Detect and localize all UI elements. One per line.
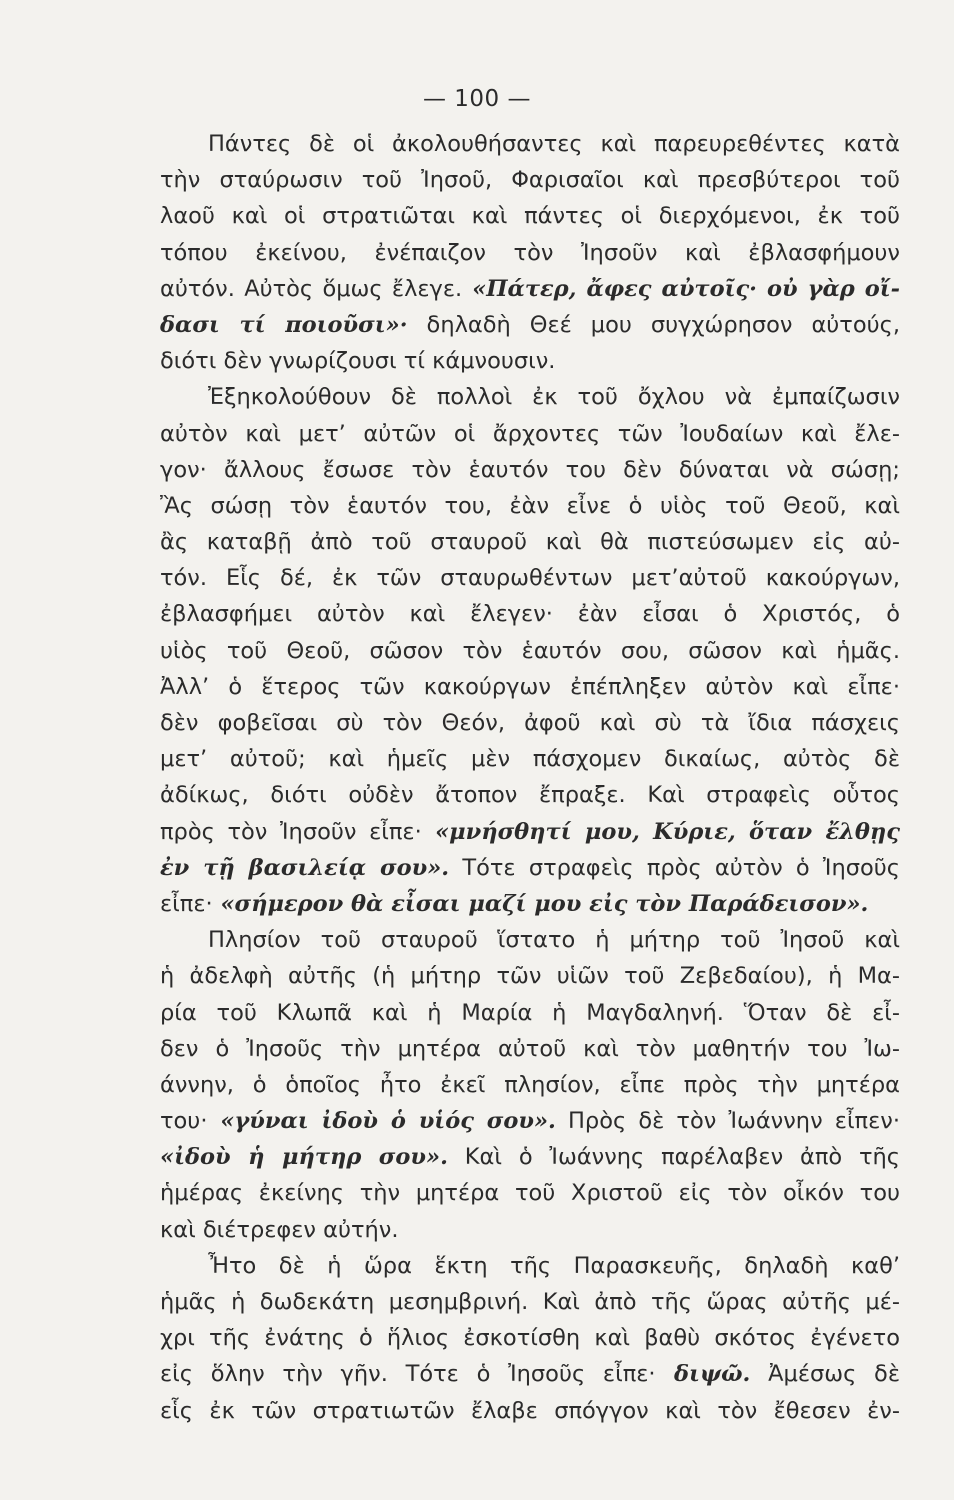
text-line [160, 379, 900, 415]
text-segment: Ἂς σώσῃ τὸν ἑαυτόν του, ἐὰν εἶνε ὁ υἱὸς τοῦ Θεοῦ, καὶ [160, 492, 900, 519]
text-segment: Ἀμέσως δὲ [750, 1361, 900, 1388]
text-line [160, 1067, 900, 1103]
text-line [160, 126, 900, 162]
text-segment: γον· ἄλλους ἔσωσε τὸν ἑαυτόν του δὲν δύναται νὰ σώσῃ; [160, 456, 900, 483]
text-segment: ἀδίκως, διότι οὐδὲν ἄτοπον ἔπραξε. Καὶ στραφεὶς οὗτος [160, 782, 900, 809]
text-line [160, 198, 900, 234]
text-segment: τόπου ἐκείνου, ἐνέπαιζον τὸν Ἰησοῦν καὶ ἐβλασφήμουν [160, 239, 900, 266]
text-line [160, 1031, 900, 1067]
emphasized-quote: «Πάτερ, ἄφες αὐτοῖς· οὐ γὰρ οἴ- [462, 275, 900, 302]
emphasized-quote: δασι τί ποιοῦσι»· [160, 311, 408, 338]
text-line [160, 669, 900, 705]
text-segment: υἱὸς τοῦ Θεοῦ, σῶσον τὸν ἑαυτόν σου, σῶσον καὶ ἡμᾶς. [160, 637, 900, 664]
text-segment: τόν. Εἷς δέ, ἐκ τῶν σταυρωθέντων μετ’αὐτοῦ κακούργων, [160, 565, 900, 592]
text-segment: τὴν σταύρωσιν τοῦ Ἰησοῦ, Φαρισαῖοι καὶ πρεσβύτεροι τοῦ [160, 167, 900, 194]
emphasized-quote: «γύναι ἰδοὺ ὁ υἱός σου». [207, 1108, 556, 1135]
text-line [160, 1284, 900, 1320]
text-segment: καὶ διέτρεφεν αὐτήν. [160, 1216, 399, 1243]
text-segment: ἡ ἀδελφὴ αὐτῆς (ἡ μήτηρ τῶν υἱῶν τοῦ Ζεβεδαίου), ἡ Μα- [160, 963, 900, 990]
text-segment: εἷς ἐκ τῶν στρατιωτῶν ἔλαβε σπόγγον καὶ τὸν ἔθεσεν ἐν- [160, 1397, 900, 1424]
text-line [160, 1212, 900, 1248]
text-line [160, 488, 900, 524]
text-line [160, 560, 900, 596]
text-segment: πρὸς τὸν Ἰησοῦν εἶπε· [160, 818, 422, 845]
page-number: — 100 — [422, 86, 532, 112]
text-segment: Καὶ ὁ Ἰωάννης παρέλαβεν ἀπὸ τῆς [447, 1144, 900, 1171]
text-segment: δὲν φοβεῖσαι σὺ τὸν Θεόν, ἀφοῦ καὶ σὺ τὰ ἴδια πάσχεις [160, 710, 900, 736]
emphasized-quote: «ἰδοὺ ἡ μήτηρ σου». [160, 1144, 448, 1171]
emphasized-quote: διψῶ. [655, 1361, 751, 1388]
text-line [160, 995, 900, 1031]
text-segment: Πρὸς δὲ τὸν Ἰωάννην εἶπεν· [555, 1108, 900, 1135]
text-segment: Ἦτο δὲ ἡ ὥρα ἕκτη τῆς Παρασκευῆς, δηλαδὴ καθ’ [208, 1252, 900, 1279]
text-segment: αὐτὸν καὶ μετ’ αὐτῶν οἱ ἄρχοντες τῶν Ἰουδαίων καὶ ἔλε- [160, 420, 900, 447]
text-segment: του· [160, 1108, 208, 1135]
text-segment: ἂς καταβῇ ἀπὸ τοῦ σταυροῦ καὶ θὰ πιστεύσωμεν εἰς αὐ- [160, 529, 900, 556]
text-line [160, 235, 900, 271]
text-line [160, 1393, 900, 1429]
text-line [160, 958, 900, 994]
emphasized-quote: ἐν τῇ βασιλείᾳ σου». [160, 854, 450, 881]
text-segment: ἐβλασφήμει αὐτὸν καὶ ἔλεγεν· ἐὰν εἶσαι ὁ Χριστός, ὁ [160, 601, 900, 628]
text-line [160, 1103, 900, 1139]
emphasized-quote: «μνήσθητί μου, Κύριε, ὅταν ἔλθῃς [421, 818, 900, 845]
body-text [160, 126, 900, 1429]
text-segment: άννην, ὁ ὁποῖος ἦτο ἐκεῖ πλησίον, εἶπε πρὸς τὴν μητέρα [160, 1071, 900, 1098]
text-line [160, 633, 900, 669]
emphasized-quote: «σήμερον θὰ εἶσαι μαζί μου εἰς τὸν Παράδεισον». [212, 890, 869, 917]
text-line [160, 814, 900, 850]
text-line [160, 307, 900, 343]
text-segment: Πάντες δὲ οἱ ἀκολουθήσαντες καὶ παρευρεθέντες κατὰ [208, 131, 900, 157]
text-line [160, 1320, 900, 1356]
text-line [160, 1248, 900, 1284]
text-segment: αὐτόν. Αὐτὸς ὅμως ἔλεγε. [160, 275, 463, 302]
text-line [160, 1139, 900, 1175]
text-line [160, 777, 900, 813]
text-line [160, 922, 900, 958]
text-line [160, 271, 900, 307]
text-line [160, 596, 900, 632]
text-line [160, 705, 900, 741]
text-line [160, 343, 900, 379]
text-segment: Ἐξηκολούθουν δὲ πολλοὶ ἐκ τοῦ ὄχλου νὰ ἐμπαίζωσιν [208, 384, 900, 411]
text-line [160, 416, 900, 452]
text-segment: ἡμᾶς ἡ δωδεκάτη μεσημβρινή. Καὶ ἀπὸ τῆς ὥρας αὐτῆς μέ- [160, 1289, 900, 1315]
text-line [160, 741, 900, 777]
text-segment: δεν ὁ Ἰησοῦς τὴν μητέρα αὐτοῦ καὶ τὸν μαθητήν του Ἰω- [160, 1035, 900, 1062]
text-segment: Πλησίον τοῦ σταυροῦ ἵστατο ἡ μήτηρ τοῦ Ἰησοῦ καὶ [208, 927, 900, 954]
text-line [160, 162, 900, 198]
text-segment: ρία τοῦ Κλωπᾶ καὶ ἡ Μαρία ἡ Μαγδαληνή. Ὅταν δὲ εἶ- [160, 999, 900, 1026]
text-segment: εἶπε· [160, 890, 213, 917]
text-segment: εἰς ὅλην τὴν γῆν. Τότε ὁ Ἰησοῦς εἶπε· [160, 1361, 656, 1388]
text-segment: Ἀλλ’ ὁ ἕτερος τῶν κακούργων ἐπέπληξεν αὐτὸν καὶ εἶπε· [160, 673, 900, 700]
text-line [160, 524, 900, 560]
text-line [160, 850, 900, 886]
text-segment: διότι δὲν γνωρίζουσι τί κάμνουσιν. [160, 348, 556, 375]
text-line [160, 452, 900, 488]
text-line [160, 1175, 900, 1211]
text-segment: Τότε στραφεὶς πρὸς αὐτὸν ὁ Ἰησοῦς [449, 854, 900, 881]
text-segment: μετ’ αὐτοῦ; καὶ ἡμεῖς μὲν πάσχομεν δικαίως, αὐτὸς δὲ [160, 746, 900, 773]
text-segment: χρι τῆς ἐνάτης ὁ ἥλιος ἐσκοτίσθη καὶ βαθὺ σκότος ἐγένετο [160, 1325, 900, 1352]
text-segment: δηλαδὴ Θεέ μου συγχώρησον αὐτούς, [407, 311, 900, 338]
text-segment: λαοῦ καὶ οἱ στρατιῶται καὶ πάντες οἱ διερχόμενοι, ἐκ τοῦ [160, 203, 900, 230]
text-line [160, 1356, 900, 1392]
text-segment: ἡμέρας ἐκείνης τὴν μητέρα τοῦ Χριστοῦ εἰς τὸν οἶκόν του [160, 1180, 900, 1207]
text-line [160, 886, 900, 922]
